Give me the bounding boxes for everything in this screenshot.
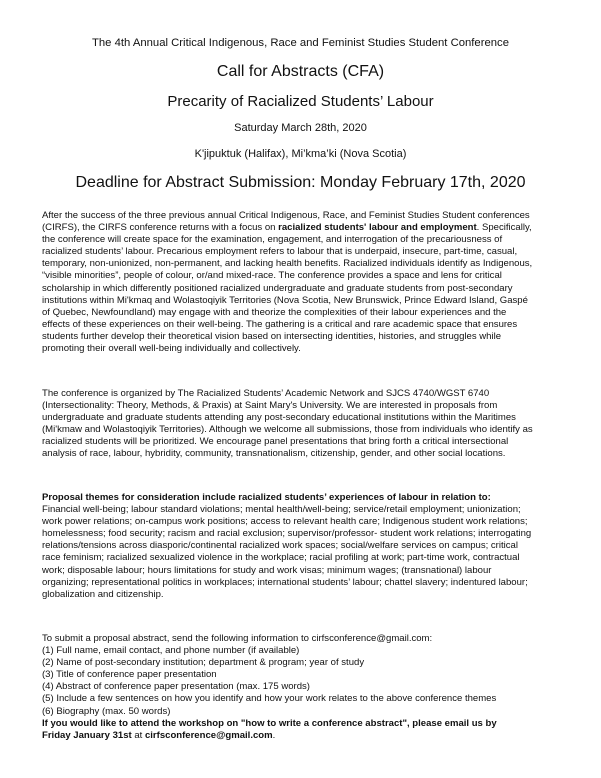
intro-line bbox=[42, 222, 564, 234]
intro-line: After the success of the three previous annual Critical Indigenous, Race, and Feminist Studies Student conferences bbox=[42, 210, 530, 221]
cfa-heading: Call for Abstracts (CFA) bbox=[216, 63, 385, 80]
themes-line: organizing; representational politics in workplaces; international students’ labour; chattel slavery; indentured labour; bbox=[42, 576, 528, 588]
submission-item: (4) Abstract of conference paper presentation (max. 175 words) bbox=[42, 681, 310, 693]
themes-line: work; disposable labour; hours limitations for study and work visas; minimum wages; (transnational) labour bbox=[42, 564, 492, 576]
submission-paragraph bbox=[42, 633, 564, 742]
intro-paragraph bbox=[42, 210, 564, 355]
submission-item: (3) Title of conference paper presentation bbox=[42, 669, 217, 681]
intro-line: of Quebec, Newfoundland) may engage with and theorize the complexities of their labour experiences and the bbox=[42, 306, 507, 318]
themes-heading: Proposal themes for consideration include racialized students’ experiences of labour in relation to: bbox=[42, 492, 491, 503]
intro-emphasis: racialized students' labour and employment bbox=[278, 222, 477, 234]
workshop-line bbox=[42, 730, 564, 742]
themes-paragraph bbox=[42, 492, 564, 601]
themes-line: relations/tensions across diasporic/continental racialized work spaces; social/welfare services on campus; critical bbox=[42, 540, 518, 552]
workshop-date: Friday January 31st bbox=[42, 729, 132, 741]
workshop-text: . bbox=[272, 729, 276, 741]
themes-line: Financial well-being; labour standard violations; mental health/well-being; service/retail employment; unionization; bbox=[42, 504, 521, 516]
submission-intro: To submit a proposal abstract, send the following information to cirfsconference@gmail.com: bbox=[42, 633, 433, 644]
themes-line: work power relations; on-campus work positions; access to relevant health care; Indigenous student work relations; bbox=[42, 516, 528, 528]
organizer-paragraph bbox=[42, 388, 564, 461]
theme-heading: Precarity of Racialized Students’ Labour bbox=[167, 93, 434, 110]
intro-line: the conference will create space for the examination, engagement, and interrogation of the precariousness of bbox=[42, 234, 503, 246]
submission-item: (2) Name of post-secondary institution; department & program; year of study bbox=[42, 657, 365, 669]
organizer-line: The conference is organized by The Racialized Students’ Academic Network and SJCS 4740/WGST 6740 bbox=[42, 388, 490, 399]
submission-item: (6) Biography (max. 50 words) bbox=[42, 705, 171, 717]
submission-item: (1) Full name, email contact, and phone number (if available) bbox=[42, 645, 300, 657]
intro-line: temporary, non-unionized, non-permanent, and lacking health benefits. Racialized individuals identify as Indigenous, bbox=[42, 258, 533, 270]
organizer-line: (Intersectionality: Theory, Methods, & Praxis) at Saint Mary's University. We are interested in proposals from bbox=[42, 400, 498, 412]
submission-item: (5) Include a few sentences on how you identify and how your work relates to the above conference themes bbox=[42, 693, 497, 705]
intro-line: racialized students’ labour. Precarious employment refers to labour that is underpaid, insecure, part-time, casual, bbox=[42, 246, 518, 258]
intro-text: (CIRFS), the CIRFS conference returns with a focus on bbox=[42, 222, 279, 234]
themes-line: homelessness; food security; racism and racial exclusion; supervisor/professor- student work relations; interrogating bbox=[42, 528, 532, 540]
organizer-line: analysis of race, labour, hybridity, community, transnationalism, citizenship, gender, and other social locations. bbox=[42, 448, 506, 460]
intro-line: “visible minorities”, people of colour, or/and mixed-race. The conference provides a space and lens for critical bbox=[42, 270, 502, 282]
deadline-heading: Deadline for Abstract Submission: Monday February 17th, 2020 bbox=[75, 174, 526, 191]
organizer-line: racialized students will be prioritized. We encourage panel presentations that bring forth a critical intersectional bbox=[42, 436, 509, 448]
conference-title: The 4th Annual Critical Indigenous, Race and Feminist Studies Student Conference bbox=[92, 37, 509, 49]
organizer-line: (Mi'kmaw and Wolastoqiyik Territories). Although we welcome all submissions, those from individuals who identify as bbox=[42, 424, 533, 436]
workshop-text: at bbox=[131, 729, 145, 741]
intro-text: . Specifically, bbox=[476, 222, 532, 234]
themes-line: race feminism; racialized sexualized violence in the workplace; racial profiling at work; part-time work, contractual bbox=[42, 552, 520, 564]
intro-line: scholarship in which differently positioned racialized undergraduate and graduate students from post-secondary bbox=[42, 282, 513, 294]
workshop-line: If you would like to attend the workshop on "how to write a conference abstract", please email us by bbox=[42, 717, 497, 729]
intro-line: institutions within Mi'kmaq and Wolastoqiyik Territories (Nova Scotia, New Brunswick, Prince Edward Island, Gaspé bbox=[42, 294, 528, 306]
event-date: Saturday March 28th, 2020 bbox=[234, 122, 367, 134]
intro-line: effects of these experiences on their well-being. The gathering is a critical and rare academic space that ensures bbox=[42, 318, 518, 330]
event-location: K'jipuktuk (Halifax), Mi’kma’ki (Nova Scotia) bbox=[194, 148, 407, 160]
intro-line: promoting their overall well-being individually and collectively. bbox=[42, 343, 301, 355]
workshop-email: cirfsconference@gmail.com bbox=[144, 729, 273, 741]
intro-line: students further develop their theoretical vision based on intersecting identities, histories, and struggles while bbox=[42, 330, 502, 342]
themes-line: globalization and citizenship. bbox=[42, 588, 164, 600]
organizer-line: undergraduate and graduate students attending any post-secondary educational institutions within the Maritimes bbox=[42, 412, 516, 424]
